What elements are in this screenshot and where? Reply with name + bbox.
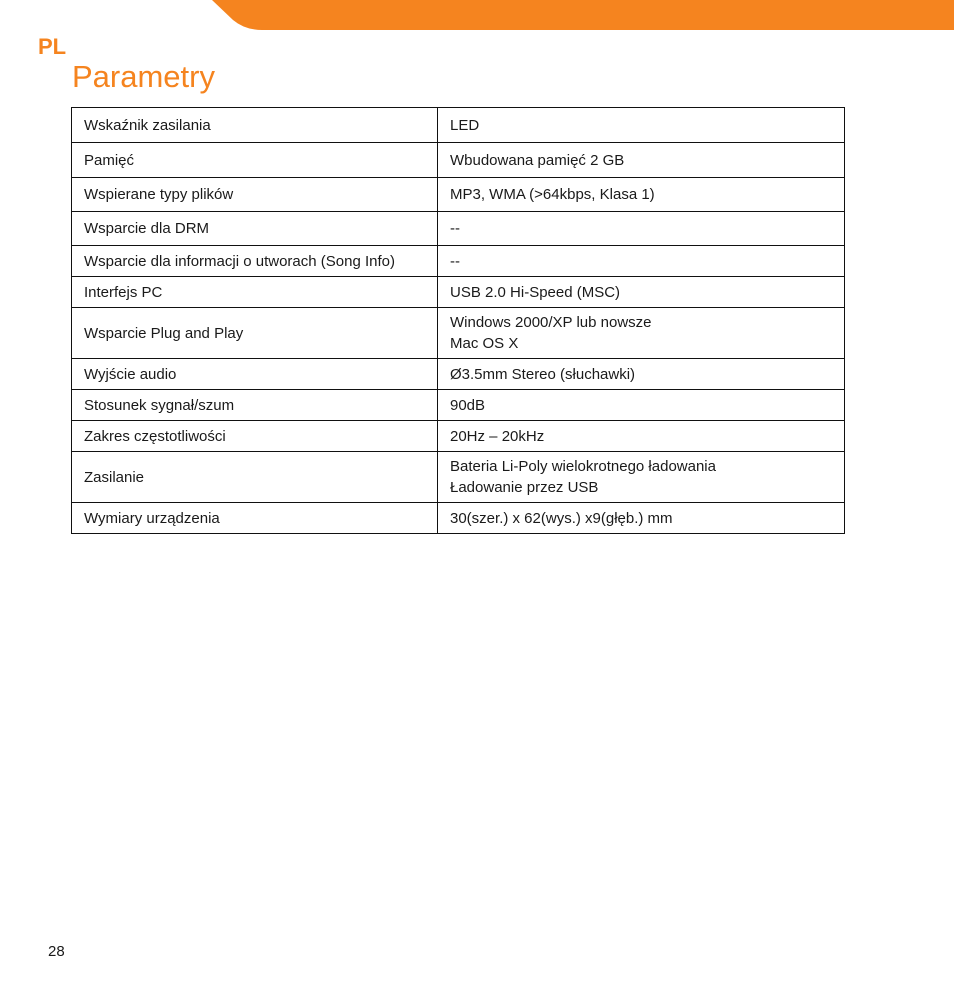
language-code: PL (38, 34, 67, 59)
spec-value (438, 421, 845, 452)
spec-value-line: Ø3.5mm Stereo (słuchawki) (450, 365, 636, 383)
spec-key: Wspierane typy plików (72, 178, 438, 212)
spec-key: Wskaźnik zasilania (72, 108, 438, 143)
table-row (72, 246, 845, 277)
table-row (72, 503, 845, 534)
top-banner (0, 0, 954, 32)
table-row (72, 390, 845, 421)
table-row (72, 108, 845, 143)
page-number: 28 (48, 943, 65, 960)
table-row (72, 277, 845, 308)
spec-value (438, 212, 845, 246)
spec-key: Wsparcie dla informacji o utworach (Song Info) (72, 246, 438, 277)
spec-value-line: 90dB (450, 396, 486, 414)
spec-value (438, 246, 845, 277)
spec-value-line: Mac OS X (450, 335, 519, 352)
spec-value-line: Ładowanie przez USB (450, 479, 599, 496)
table-row (72, 359, 845, 390)
spec-key: Wsparcie dla DRM (72, 212, 438, 246)
spec-value (438, 503, 845, 534)
specifications-table (71, 107, 845, 534)
spec-key: Stosunek sygnał/szum (72, 390, 438, 421)
spec-value-line: Wbudowana pamięć 2 GB (450, 151, 625, 169)
table-row (72, 421, 845, 452)
spec-value (438, 178, 845, 212)
page-title: Parametry (72, 59, 215, 94)
spec-value-line: Bateria Li-Poly wielokrotnego ładowania (450, 458, 716, 475)
spec-value (438, 143, 845, 178)
spec-value-line: LED (450, 116, 480, 134)
spec-value (438, 277, 845, 308)
table-row (72, 212, 845, 246)
spec-key: Wyjście audio (72, 359, 438, 390)
table-row (72, 143, 845, 178)
specifications-table-body (72, 108, 845, 534)
spec-value-line: 30(szer.) x 62(wys.) x9(głęb.) mm (450, 509, 673, 527)
spec-value (438, 359, 845, 390)
spec-value-line: 20Hz – 20kHz (450, 427, 545, 445)
spec-value-line: -- (450, 252, 460, 270)
spec-key: Wymiary urządzenia (72, 503, 438, 534)
spec-value (438, 108, 845, 143)
spec-value-line: USB 2.0 Hi-Speed (MSC) (450, 283, 621, 301)
spec-key: Pamięć (72, 143, 438, 178)
spec-key: Wsparcie Plug and Play (72, 308, 438, 359)
spec-value (438, 452, 845, 503)
spec-key: Zakres częstotliwości (72, 421, 438, 452)
table-row (72, 308, 845, 359)
spec-key: Interfejs PC (72, 277, 438, 308)
spec-value-line: -- (450, 220, 460, 237)
spec-value (438, 308, 845, 359)
spec-value-line: Windows 2000/XP lub nowsze (450, 314, 652, 331)
table-row (72, 178, 845, 212)
spec-value-line: MP3, WMA (>64kbps, Klasa 1) (450, 186, 655, 203)
spec-value (438, 390, 845, 421)
table-row (72, 452, 845, 503)
spec-key: Zasilanie (72, 452, 438, 503)
